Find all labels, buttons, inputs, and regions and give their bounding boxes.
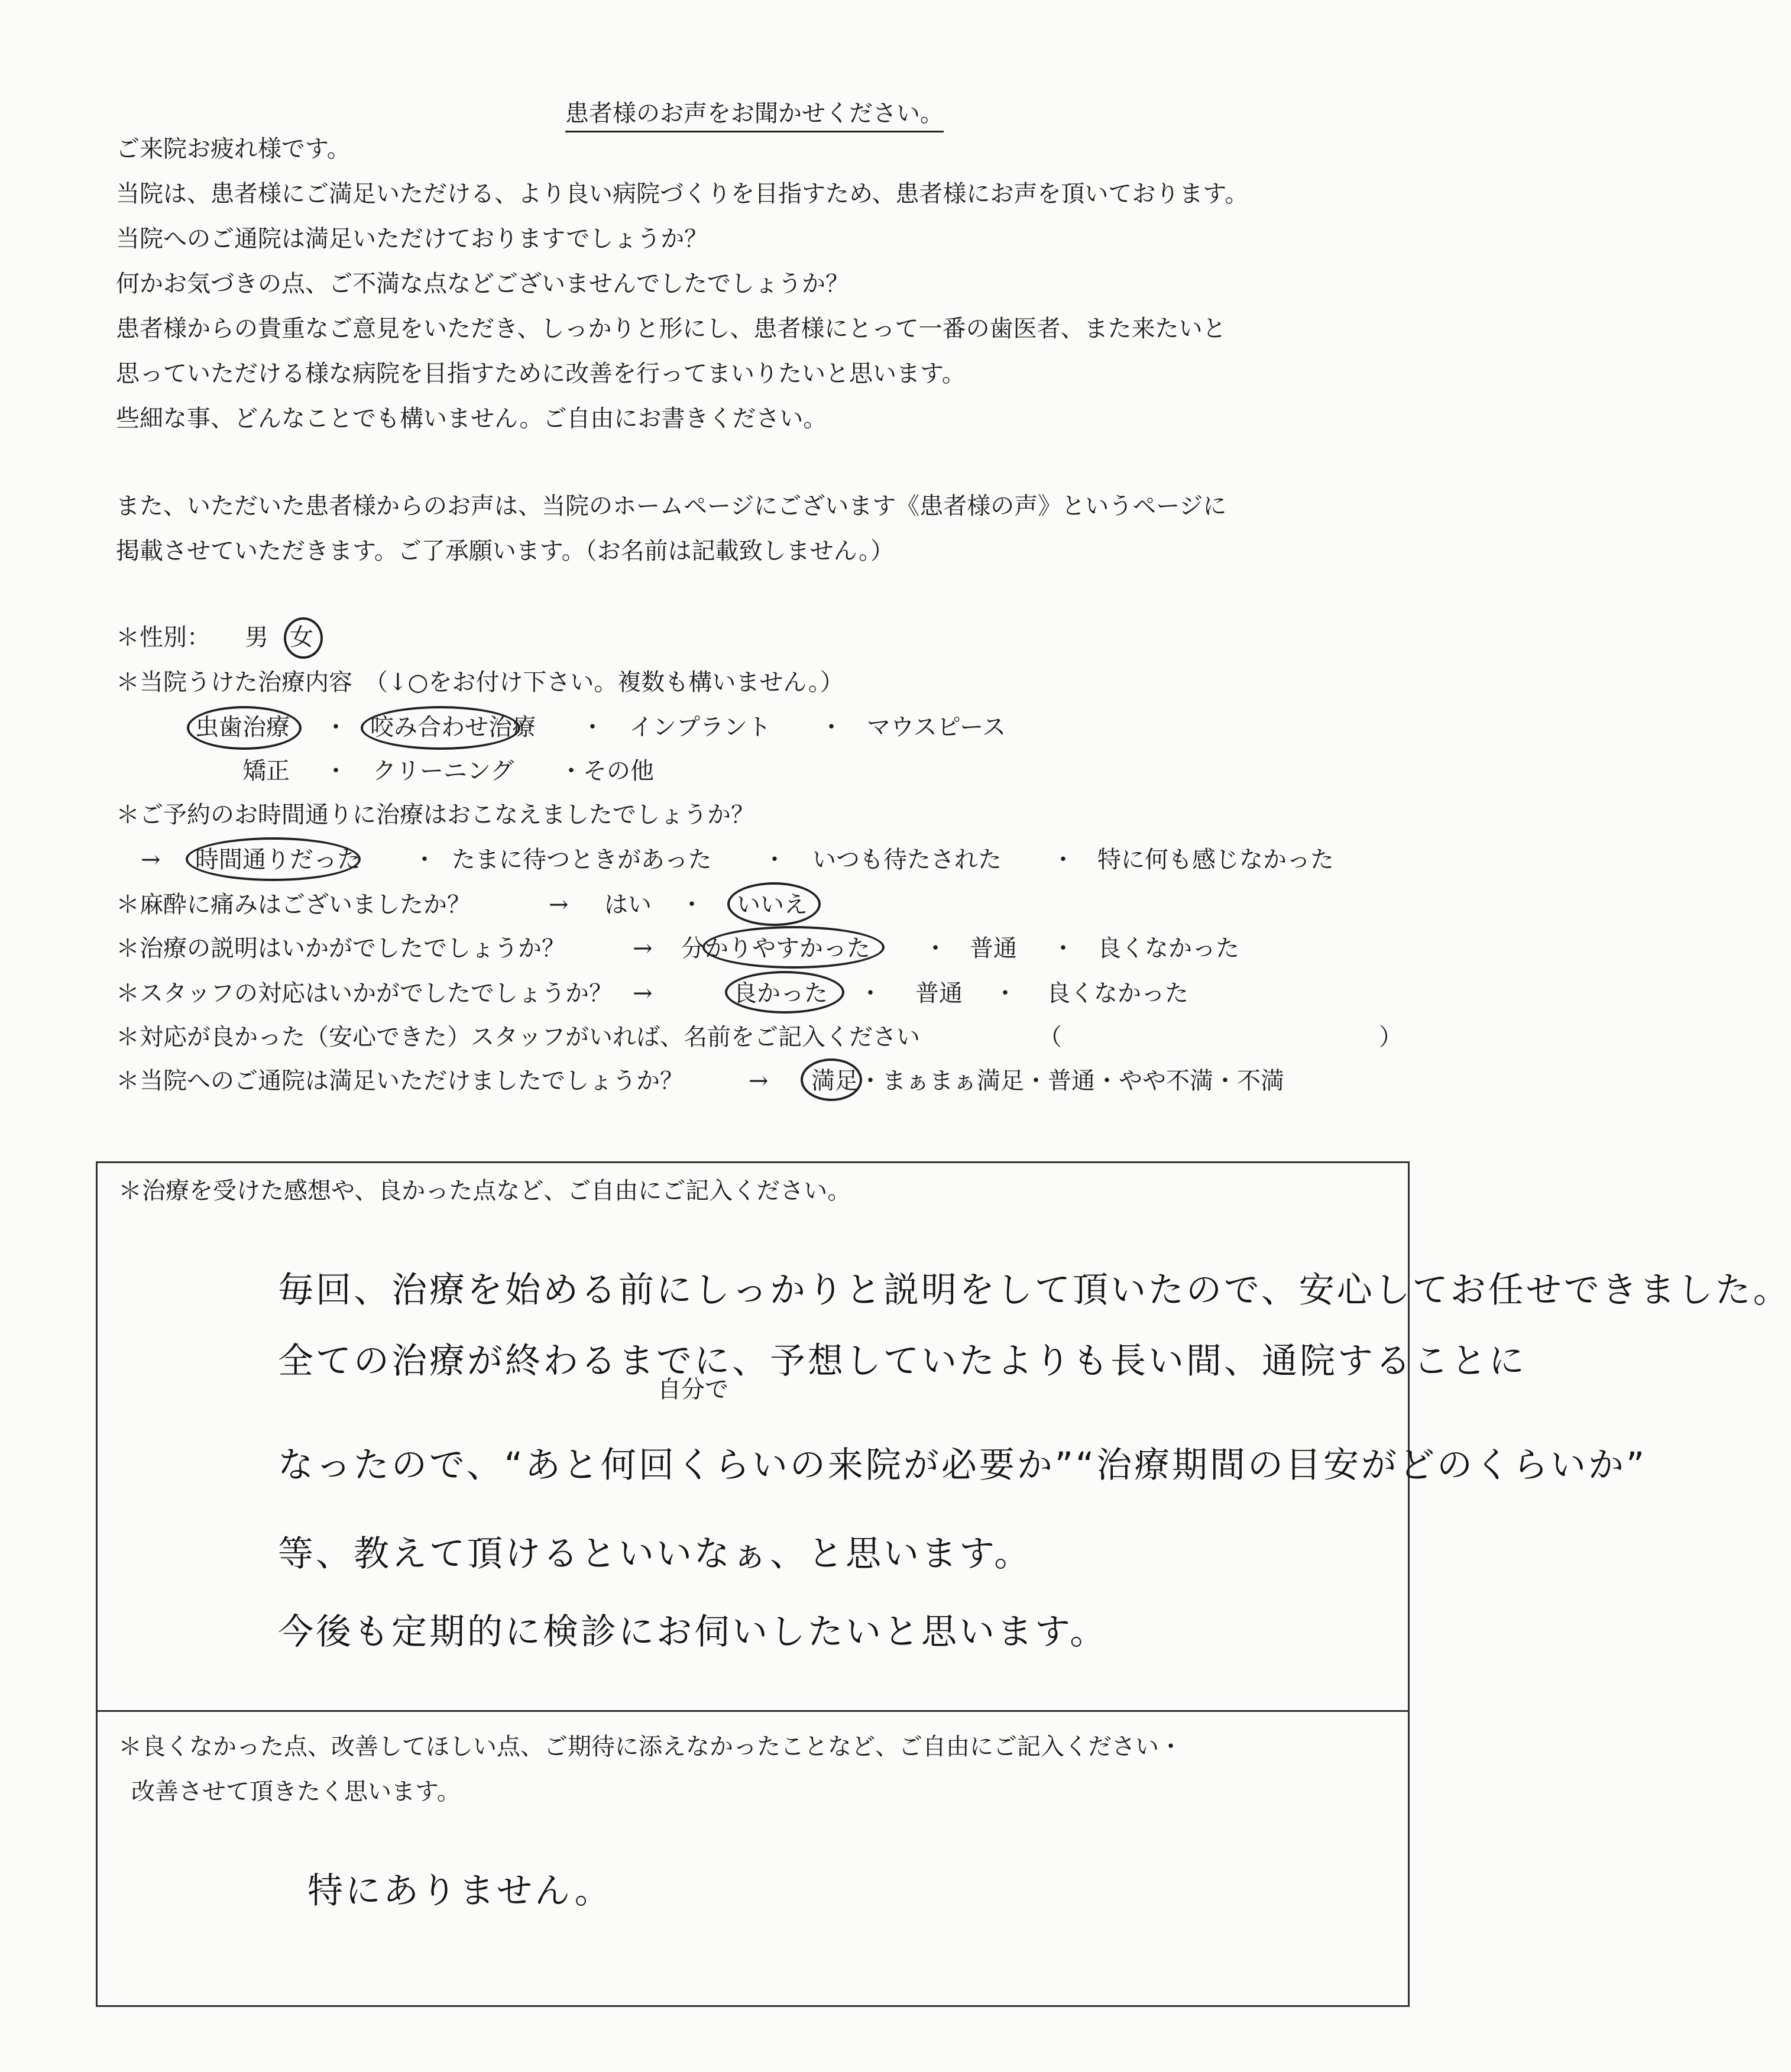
arrow: → [749,1067,769,1095]
staff-name-open-paren: （ [1038,1024,1062,1051]
satisfaction-question: ＊当院へのご通院は満足いただけましたでしょうか？ [116,1067,684,1095]
separator: ・ [324,757,348,785]
explanation-option[interactable]: 分かりやすかった [681,935,870,962]
staff-option[interactable]: 良かった [733,980,828,1007]
schedule-option[interactable]: 特に何も感じなかった [1097,846,1334,873]
staff-option[interactable]: 普通 [915,980,963,1007]
schedule-question: ＊ご予約のお時間通りに治療はおこなえましたでしょうか？ [116,801,754,828]
separator: ・ [763,846,786,873]
treatment-option[interactable]: クリーニング [373,757,514,785]
selection-circle [727,882,821,926]
staff-name-question: ＊対応が良かった（安心できた）スタッフがいれば、名前をご記入ください [116,1024,920,1051]
selection-circle [725,971,844,1014]
explanation-question: ＊治療の説明はいかがでしたでしょうか？ [116,935,565,962]
separator: ・ [924,935,947,962]
page-title: 患者様のお声をお聞かせください。 [0,95,1509,128]
handwritten-comment-line: 今後も定期的に検診にお伺いしたいと思います。 [278,1611,1108,1653]
gender-option-male[interactable]: 男 [245,624,268,651]
schedule-option[interactable]: 時間通りだった [195,846,361,873]
handwritten-comment-line: なったので、“あと何回くらいの来院が必要か”“治療期間の目安がどのくらいか” [278,1445,1647,1486]
intro-line: 当院は、患者様にご満足いただける、より良い病院づくりを目指すため、患者様にお声を頂いております。 [116,180,1249,208]
separator: ・ [581,714,604,741]
selection-circle [361,706,520,750]
notice-line: 掲載させていただきます。ご了承願います。（お名前は記載致しません。） [116,538,894,565]
gender-option-female[interactable]: 女 [290,624,313,651]
intro-line: 思っていただける様な病院を目指すために改善を行ってまいりたいと思います。 [116,360,966,387]
box-divider [96,1710,1410,1712]
staff-name-close-paren: ） [1379,1024,1403,1051]
arrow: → [633,980,653,1007]
explanation-option[interactable]: 普通 [970,935,1017,962]
separator: ・ [680,891,704,918]
arrow: → [633,935,653,962]
selection-circle [284,617,323,659]
bad-points-prompt: 改善させて頂きたく思います。 [131,1778,461,1805]
treatment-option[interactable]: 咬み合わせ治療 [370,714,536,741]
anesthesia-option-no[interactable]: いいえ [737,891,808,918]
separator: ・ [1051,935,1075,962]
treatment-option[interactable]: 虫歯治療 [195,714,290,741]
intro-line: ご来院お疲れ様です。 [116,135,351,163]
explanation-option[interactable]: 良くなかった [1097,935,1239,962]
notice-line: また、いただいた患者様からのお声は、当院のホームページにございます《患者様の声》というページに [116,493,1227,520]
schedule-option[interactable]: いつも待たされた [812,846,1002,873]
handwritten-comment-line: 全ての治療が終わるまでに、予想していたよりも長い間、通院することに [278,1341,1527,1382]
selection-circle [801,1058,862,1101]
handwritten-comment-line: 特にありません。 [307,1870,613,1912]
separator: ・ [413,846,436,873]
treatment-option[interactable]: マウスピース [867,714,1006,741]
staff-option[interactable]: 良くなかった [1047,980,1188,1007]
treatment-option[interactable]: インプラント [629,714,771,741]
treatment-question: ＊当院うけた治療内容 （↓○をお付け下さい。複数も構いません。） [116,669,844,696]
intro-line: 当院へのご通院は満足いただけておりますでしょうか？ [116,225,708,252]
intro-line: 何かお気づきの点、ご不満な点などございませんでしたでしょうか？ [116,270,849,297]
treatment-option[interactable]: ・その他 [559,757,654,785]
anesthesia-question: ＊麻酔に痛みはございましたか？ [116,891,471,918]
separator: ・ [324,714,348,741]
satisfaction-options[interactable]: 満足・まぁまぁ満足・普通・やや不満・不満 [811,1067,1284,1095]
selection-circle [702,926,885,969]
separator: ・ [1051,846,1075,873]
intro-line: 些細な事、どんなことでも構いません。ご自由にお書きください。 [116,405,827,432]
bad-points-prompt: ＊良くなかった点、改善してほしい点、ご期待に添えなかったことなど、ご自由にご記入ください・ [118,1733,1183,1760]
gender-label: ＊性別： [116,624,210,651]
arrow: → [141,846,161,873]
handwritten-comment-line: 毎回、治療を始める前にしっかりと説明をして頂いたので、安心してお任せできました。 [278,1270,1791,1311]
separator: ・ [820,714,843,741]
treatment-option[interactable]: 矯正 [242,757,290,785]
selection-circle [187,706,302,750]
selection-circle [186,837,361,881]
schedule-option[interactable]: たまに待つときがあった [452,846,712,873]
separator: ・ [993,980,1017,1007]
separator: ・ [859,980,882,1007]
anesthesia-option-yes[interactable]: はい [604,891,652,918]
handwritten-comment-line: 等、教えて頂けるといいなぁ、と思います。 [278,1533,1032,1575]
staff-question: ＊スタッフの対応はいかがでしたでしょうか？ [116,980,613,1007]
handwritten-insert-note: 自分で [658,1376,728,1403]
arrow: → [549,891,569,918]
intro-line: 患者様からの貴重なご意見をいただき、しっかりと形にし、患者様にとって一番の歯医者、また来たいと [116,315,1226,342]
good-points-prompt: ＊治療を受けた感想や、良かった点など、ご自由にご記入ください。 [118,1177,851,1205]
